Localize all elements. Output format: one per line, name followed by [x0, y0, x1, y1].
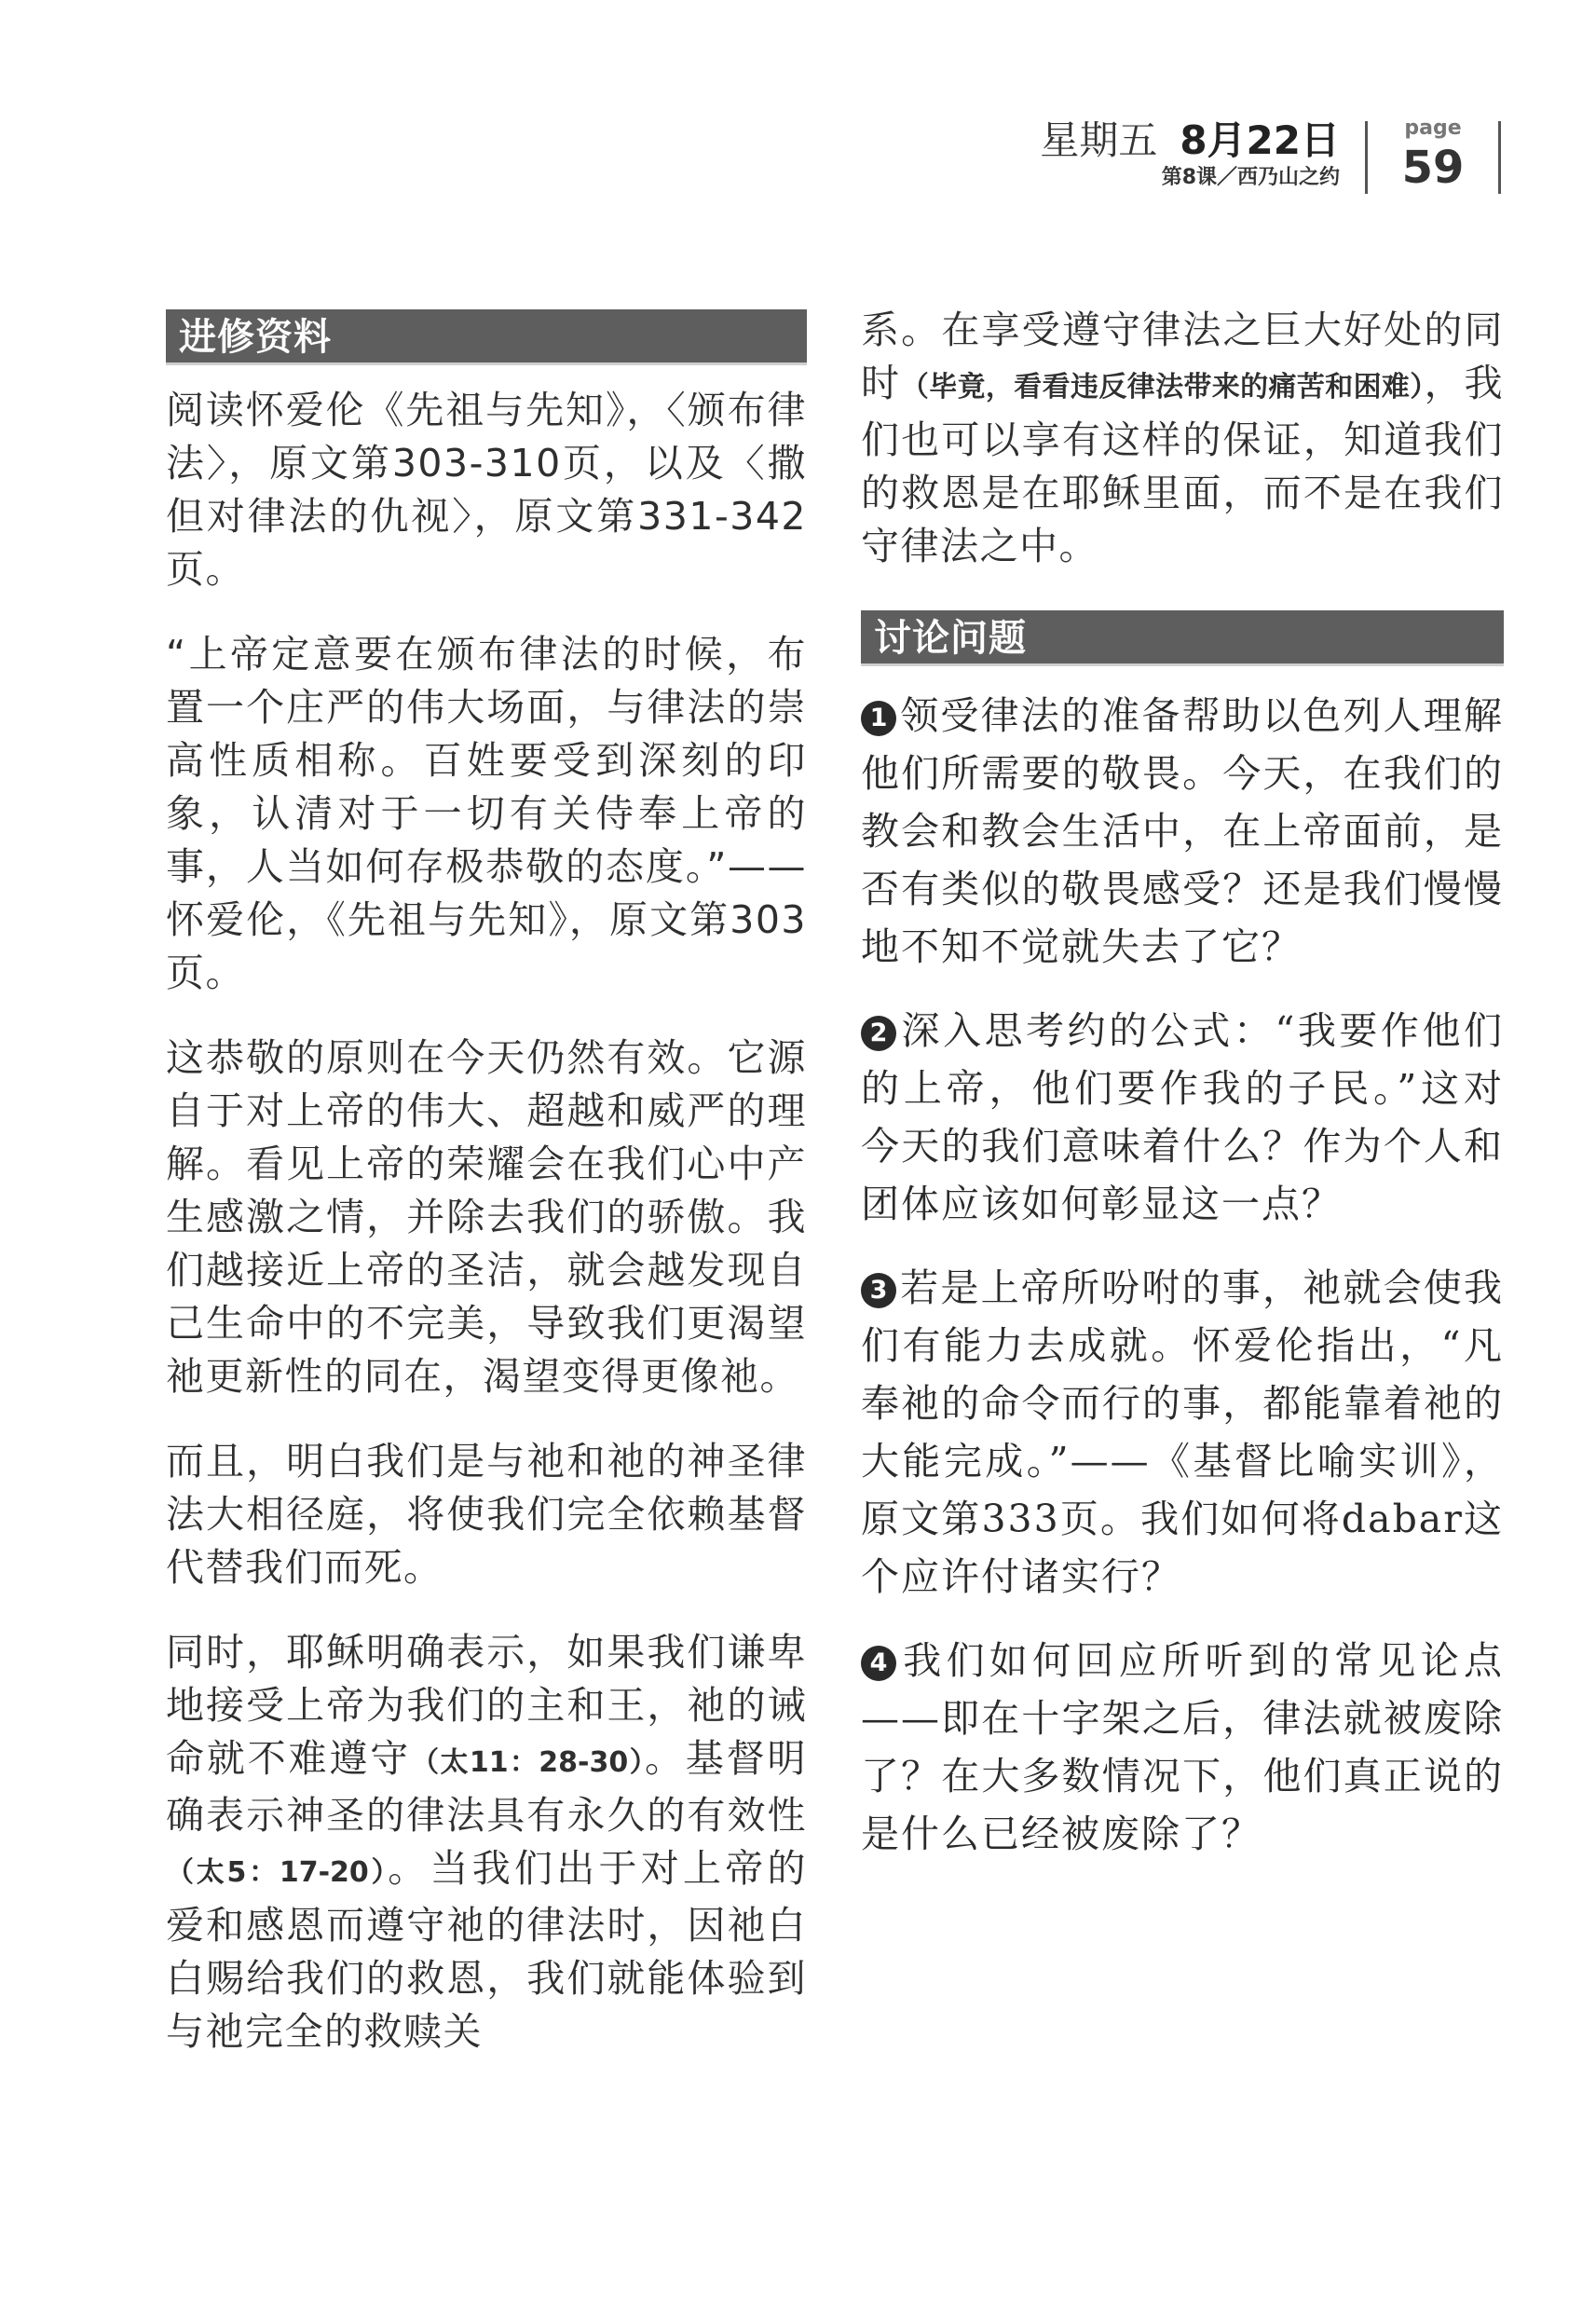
further-study-heading: 进修资料	[166, 309, 807, 365]
header-date: 8月22日	[1180, 117, 1340, 163]
study-paragraph-last: 同时，耶稣明确表示，如果我们谦卑地接受上帝为我们的主和王，祂的诫命就不难遵守（太11：28-30）。基督明确表示神圣的律法具有永久的有效性（太5：17-20）。当我们出于对上帝的爱和感恩而遵守祂的律法时，因祂白白赐给我们的救恩，我们就能体验到与祂完全的救赎关	[166, 1630, 808, 2054]
scripture-reference: （太11：28-30）	[411, 1746, 645, 1779]
aside-note: （毕竟，看看违反律法带来的痛苦和困难）	[900, 371, 1425, 403]
header-lesson: 第8课／西乃山之约	[1161, 166, 1340, 189]
header-edge-rule	[1498, 121, 1501, 194]
discussion-question: 1 领受律法的准备帮助以色列人理解他们所需要的敬畏。今天，在我们的教会和教会生活中，在上帝面前，是否有类似的敬畏感受？还是我们慢慢地不知不觉就失去了它？	[861, 693, 1504, 969]
discussion-question: 3 若是上帝所吩咐的事，祂就会使我们有能力去成就。怀爱伦指出，“凡奉祂的命令而行的事，都能靠着祂的大能完成。”——《基督比喻实训》，原文第333页。我们如何将dabar这个应许付诸实行？	[861, 1265, 1504, 1599]
study-continuation: 系。在享受遵守律法之巨大好处的同时（毕竟，看看违反律法带来的痛苦和困难），我们也可以享有这样的保证，知道我们的救恩是在耶稣里面，而不是在我们守律法之中。	[861, 308, 1505, 568]
discussion-questions	[861, 687, 1504, 1863]
scripture-reference: （太5：17-20）	[166, 1856, 389, 1889]
study-paragraph: 阅读怀爱伦《先祖与先知》，〈颁布律法〉，原文第303-310页，以及〈撒但对律法的仇视〉，原文第331-342页。	[166, 388, 807, 592]
question-number-badge: 1	[861, 701, 896, 736]
discussion-heading: 讨论问题	[861, 610, 1504, 666]
page-number: 59	[1401, 142, 1465, 194]
discussion-question: 4 我们如何回应所听到的常见论点——即在十字架之后，律法就被废除了？在大多数情况下，他们真正说的是什么已经被废除了？	[861, 1638, 1504, 1856]
page-label: page	[1404, 116, 1462, 140]
left-column	[166, 309, 807, 2058]
study-paragraph: 这恭敬的原则在今天仍然有效。它源自于对上帝的伟大、超越和威严的理解。看见上帝的荣耀会在我们心中产生感激之情，并除去我们的骄傲。我们越接近上帝的圣洁，就会越发现自己生命中的不完美，导致我们更渴望祂更新性的同在，渴望变得更像祂。	[166, 1035, 807, 1399]
question-number-badge: 3	[861, 1273, 896, 1308]
study-quote-paragraph: “上帝定意要在颁布律法的时候，布置一个庄严的伟大场面，与律法的崇高性质相称。百姓要受到深刻的印象，认清对于一切有关侍奉上帝的事，人当如何存极恭敬的态度。”——怀爱伦，《先祖与先知》，原文第303页。	[166, 632, 807, 995]
discussion-question: 2 深入思考约的公式：“我要作他们的上帝，他们要作我的子民。”这对今天的我们意味着什么？作为个人和团体应该如何彰显这一点？	[861, 1008, 1504, 1226]
right-column	[861, 309, 1504, 1863]
header-weekday: 星期五	[1040, 117, 1158, 163]
header-date-line	[1025, 116, 1340, 165]
header-divider	[1365, 121, 1368, 194]
study-paragraph: 而且，明白我们是与祂和祂的神圣律法大相径庭，将使我们完全依赖基督代替我们而死。	[166, 1439, 807, 1590]
question-number-badge: 4	[861, 1646, 896, 1681]
question-number-badge: 2	[861, 1016, 896, 1051]
